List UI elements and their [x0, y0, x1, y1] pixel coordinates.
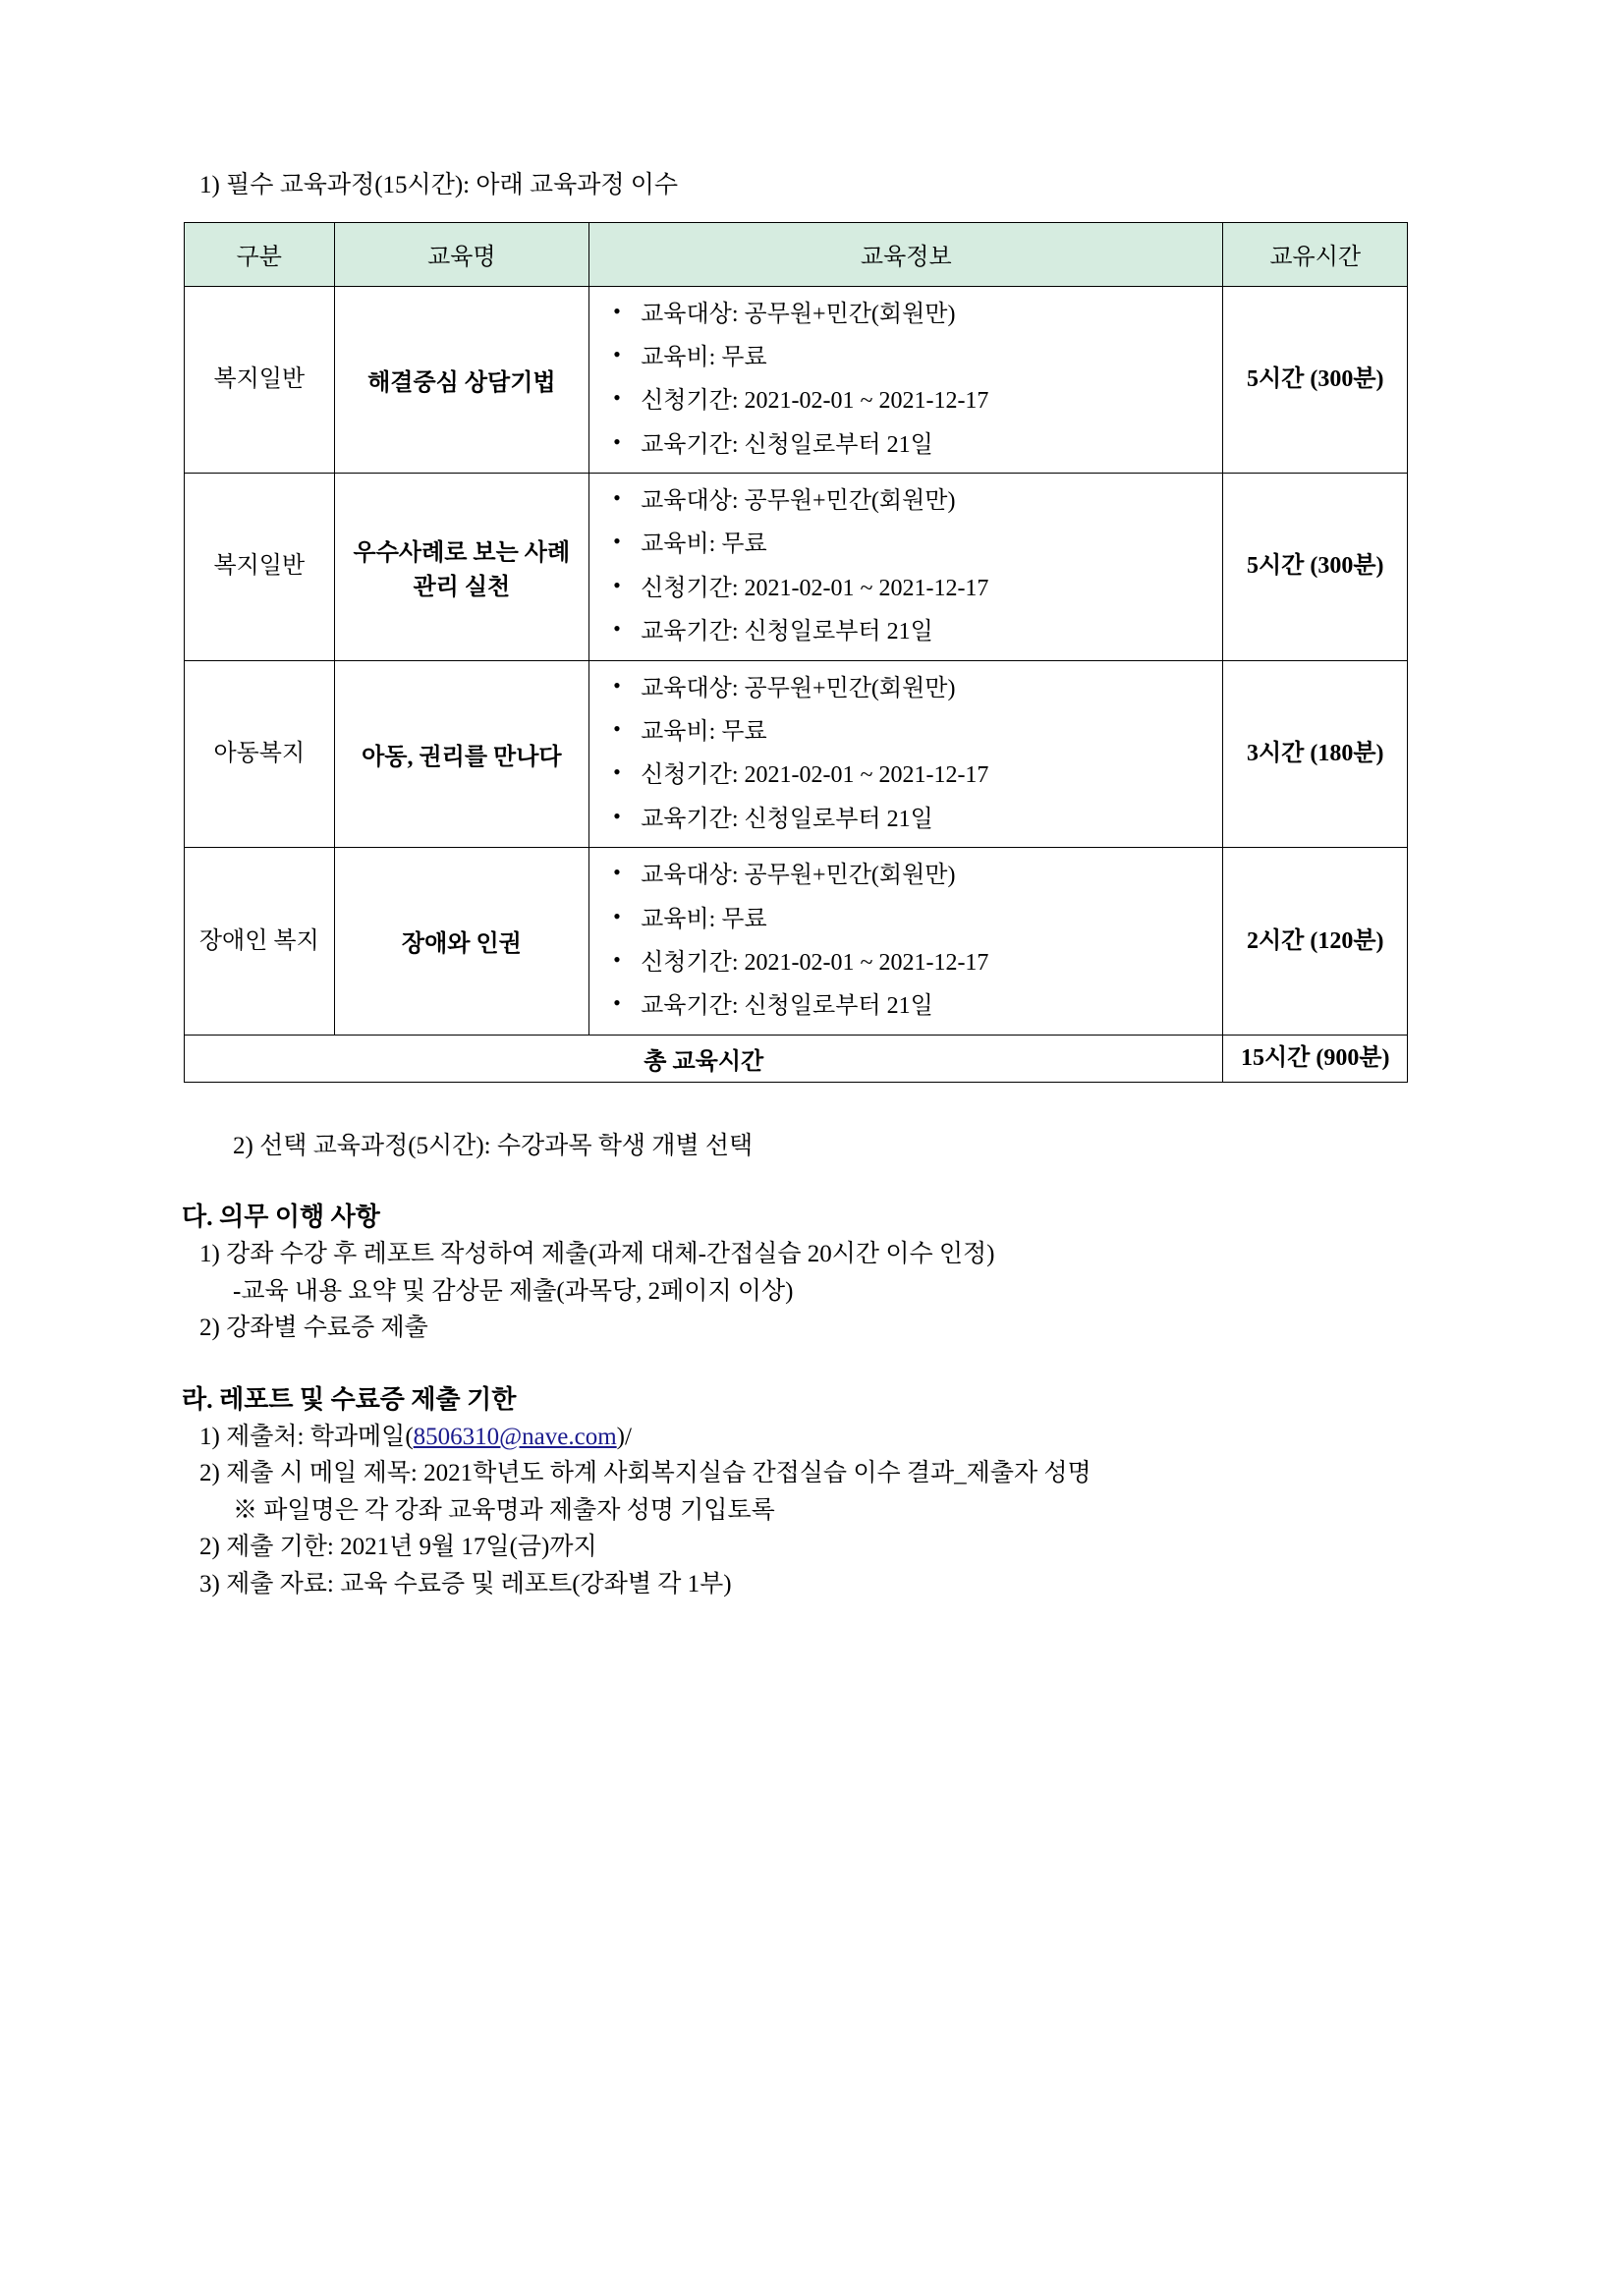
- cell-course-name: 해결중심 상담기법: [334, 286, 588, 474]
- cell-course-name: 아동, 권리를 만나다: [334, 660, 588, 848]
- table-header-row: [185, 222, 1408, 286]
- table-row: [185, 474, 1408, 661]
- info-item: • 교육비: 무료: [597, 710, 1214, 754]
- total-hours: 15시간 (900분): [1223, 1035, 1408, 1082]
- deadline-section-heading: 라. 레포트 및 수료증 제출 기한: [182, 1384, 517, 1414]
- info-item: • 교육기간: 신청일로부터 21일: [597, 423, 1214, 467]
- info-item: • 교육대상: 공무원+민간(회원만): [597, 667, 1214, 710]
- spacer: [182, 1164, 1449, 1198]
- required-course-heading: 1) 필수 교육과정(15시간): 아래 교육과정 이수: [199, 172, 679, 198]
- required-course-table: [184, 222, 1408, 1083]
- deadline-item-2-note: ※ 파일명은 각 강좌 교육명과 제출자 성명 기입토록: [233, 1496, 775, 1524]
- document-content: [182, 167, 1449, 1602]
- duty-item-1: 1) 강좌 수강 후 레포트 작성하여 제출(과제 대체-간접실습 20시간 이수 인정): [199, 1241, 995, 1268]
- spacer: [182, 1083, 1449, 1128]
- info-item: • 교육기간: 신청일로부터 21일: [597, 798, 1214, 841]
- deadline-item-1: [182, 1419, 1449, 1456]
- info-item: • 교육비: 무료: [597, 898, 1214, 941]
- info-item: • 교육비: 무료: [597, 336, 1214, 379]
- column-header-info: 교육정보: [589, 222, 1223, 286]
- info-item: • 교육기간: 신청일로부터 21일: [597, 610, 1214, 653]
- deadline-item-2: 2) 제출 시 메일 제목: 2021학년도 하계 사회복지실습 간접실습 이수 결과_제출자 성명: [199, 1460, 1092, 1487]
- duty-item-2: 2) 강좌별 수료증 제출: [199, 1315, 428, 1342]
- elective-course-heading: 2) 선택 교육과정(5시간): 수강과목 학생 개별 선택: [233, 1132, 754, 1159]
- table-total-row: [185, 1035, 1408, 1082]
- table-row: [185, 286, 1408, 474]
- total-label: 총 교육시간: [185, 1035, 1223, 1082]
- cell-course-info: [589, 474, 1223, 661]
- cell-gubun: 복지일반: [185, 474, 335, 661]
- info-item: • 신청기간: 2021-02-01 ~ 2021-12-17: [597, 941, 1214, 984]
- deadline-item-1-prefix: 1) 제출처: 학과메일(: [199, 1423, 414, 1450]
- cell-gubun: 아동복지: [185, 660, 335, 848]
- cell-gubun: 복지일반: [185, 286, 335, 474]
- column-header-gubun: 구분: [185, 222, 335, 286]
- duty-item-1-sub: -교육 내용 요약 및 감상문 제출(과목당, 2페이지 이상): [233, 1277, 794, 1305]
- table-row: [185, 660, 1408, 848]
- deadline-item-4: 3) 제출 자료: 교육 수료증 및 레포트(강좌별 각 1부): [199, 1570, 732, 1597]
- info-item: • 교육대상: 공무원+민간(회원만): [597, 293, 1214, 336]
- info-item: • 교육비: 무료: [597, 523, 1214, 566]
- info-item: • 신청기간: 2021-02-01 ~ 2021-12-17: [597, 754, 1214, 797]
- cell-hours: 3시간 (180분): [1223, 660, 1408, 848]
- cell-course-info: [589, 660, 1223, 848]
- cell-course-name: 장애와 인권: [334, 848, 588, 1036]
- cell-hours: 5시간 (300분): [1223, 286, 1408, 474]
- info-item: • 교육기간: 신청일로부터 21일: [597, 984, 1214, 1028]
- cell-course-info: [589, 848, 1223, 1036]
- cell-hours: 2시간 (120분): [1223, 848, 1408, 1036]
- spacer: [182, 1347, 1449, 1380]
- cell-gubun: 장애인 복지: [185, 848, 335, 1036]
- table-row: [185, 848, 1408, 1036]
- column-header-hours: 교유시간: [1223, 222, 1408, 286]
- info-item: • 교육대상: 공무원+민간(회원만): [597, 479, 1214, 523]
- cell-hours: 5시간 (300분): [1223, 474, 1408, 661]
- cell-course-name: 우수사례로 보는 사례관리 실천: [334, 474, 588, 661]
- deadline-item-3: 2) 제출 기한: 2021년 9월 17일(금)까지: [199, 1534, 597, 1561]
- column-header-name: 교육명: [334, 222, 588, 286]
- duty-section-heading: 다. 의무 이행 사항: [182, 1203, 380, 1232]
- submission-email-link[interactable]: 8506310@nave.com: [413, 1423, 617, 1450]
- info-item: • 신청기간: 2021-02-01 ~ 2021-12-17: [597, 379, 1214, 422]
- cell-course-info: [589, 286, 1223, 474]
- info-item: • 신청기간: 2021-02-01 ~ 2021-12-17: [597, 567, 1214, 610]
- info-item: • 교육대상: 공무원+민간(회원만): [597, 854, 1214, 897]
- deadline-item-1-suffix: )/: [616, 1423, 632, 1450]
